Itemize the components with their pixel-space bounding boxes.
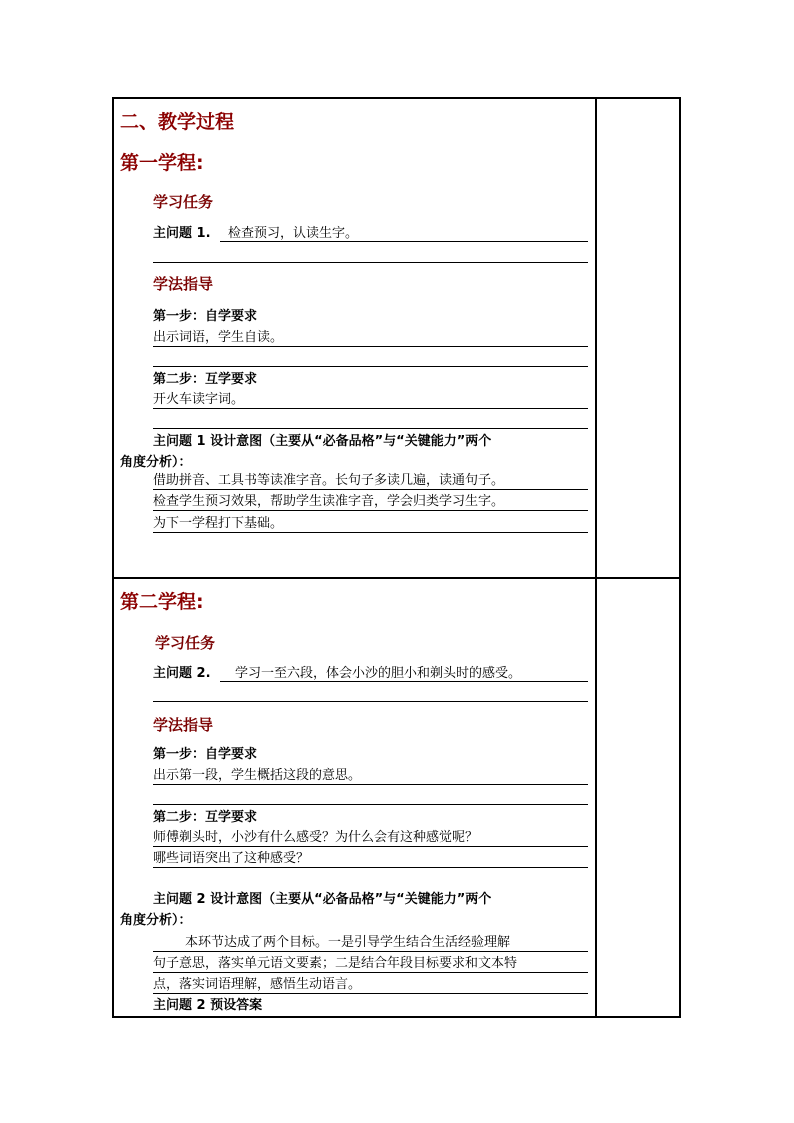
blank-line [153,262,588,263]
stage2-question-text: 学习一至六段，体会小沙的胆小和剃头时的感受。 [235,666,522,681]
underline [220,681,588,682]
section-title: 二、教学过程 [120,111,235,133]
stage2-intent-body-3: 点，落实词语理解，感悟生动语言。 [153,977,362,992]
stage1-intent-body-3: 为下一学程打下基础。 [153,516,284,531]
stage2-step2-label: 第二步：互学要求 [153,810,258,825]
stage2-intent-line1: 主问题 2 设计意图（主要从“必备品格”与“关键能力”两个 [153,892,492,907]
row-divider [112,577,681,579]
stage2-step2-text-1: 师傅剃头时，小沙有什么感受？为什么会有这种感觉呢？ [153,830,479,845]
underline [153,532,588,533]
stage2-question-label: 主问题 2. [153,666,211,681]
stage1-method-heading: 学法指导 [153,275,214,293]
stage1-step2-text: 开火车读字词。 [153,392,245,407]
stage2-answer-label: 主问题 2 预设答案 [153,998,263,1013]
stage1-step1-text: 出示词语，学生自读。 [153,330,284,345]
stage2-intent-body-2: 句子意思，落实单元语文要素；二是结合年段目标要求和文本特 [153,956,518,971]
stage2-step2-text-2: 哪些词语突出了这种感受？ [153,851,310,866]
stage2-intent-body-1: 本环节达成了两个目标。一是引导学生结合生活经验理解 [185,935,511,950]
underline [153,951,588,952]
stage1-question-label: 主问题 1. [153,226,211,241]
stage2-step1-label: 第一步：自学要求 [153,747,258,762]
stage1-intent-line2: 角度分析）： [120,455,192,470]
stage1-intent-body-2: 检查学生预习效果，帮助学生读准字音，学会归类学习生字。 [153,494,505,509]
stage2-title: 第二学程: [120,591,204,613]
underline [153,489,588,490]
blank-line [153,701,588,702]
underline [153,867,588,868]
underline [220,241,588,242]
underline [153,993,588,994]
blank-line [153,428,588,429]
underline [153,784,588,785]
stage1-step1-label: 第一步：自学要求 [153,309,258,324]
stage2-method-heading: 学法指导 [153,716,214,734]
stage2-step1-text: 出示第一段，学生概括这段的意思。 [153,768,362,783]
underline [153,510,588,511]
stage1-intent-body-1: 借助拼音、工具书等读准字音。长句子多读几遍，读通句子。 [153,473,505,488]
stage1-intent-line1: 主问题 1 设计意图（主要从“必备品格”与“关键能力”两个 [153,434,492,449]
stage1-step2-label: 第二步：互学要求 [153,372,258,387]
stage2-intent-line2: 角度分析）： [120,913,192,928]
stage1-title: 第一学程: [120,152,204,174]
underline [153,846,588,847]
blank-line [153,804,588,805]
stage1-question-text: 检查预习，认读生字。 [228,226,359,241]
underline [153,346,588,347]
column-divider [595,97,597,1018]
stage2-task-heading: 学习任务 [155,634,216,652]
stage1-task-heading: 学习任务 [153,193,214,211]
underline [153,408,588,409]
underline [153,972,588,973]
blank-line [153,366,588,367]
